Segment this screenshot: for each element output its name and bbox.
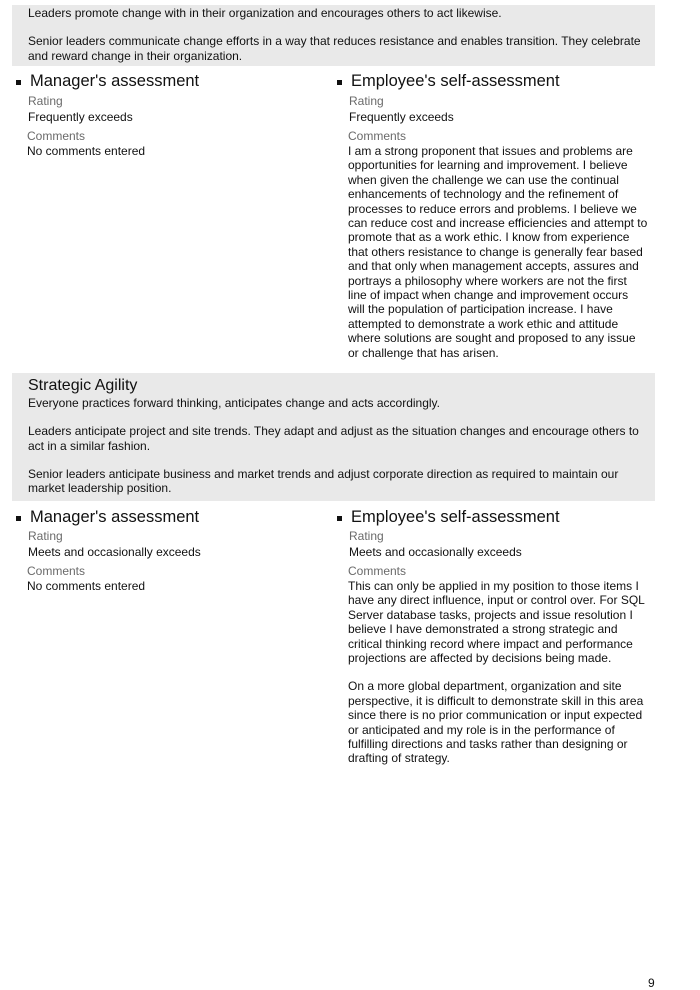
rating-label: Rating [349, 529, 384, 543]
employee-assessment-heading [335, 507, 645, 527]
comment-paragraph: On a more global department, organization and site perspective, it is difficult to demonstrate skill in this area since there is no prior communication or input expected or anticipated and my role is in the performance of fulfilling directions and tasks rather than designing or drafting of strategy. [348, 679, 644, 766]
rating-label: Rating [349, 94, 384, 108]
bullet-icon [16, 80, 21, 85]
comments-label: Comments [27, 129, 86, 143]
rating-value: Meets and occasionally exceeds [28, 545, 201, 559]
manager-assessment-heading [14, 71, 324, 91]
comment-paragraph: This can only be applied in my position to those items I have any direct influence, input or control over. For SQL Server database tasks, projects and issue resolution I believe I have demonstrated a strong strategic and critical thinking record where impact and performance projections are affected by decisions being made. [348, 579, 645, 666]
manager-assessment-section [14, 507, 324, 594]
employee-assessment-section [335, 507, 645, 780]
competency-paragraph: Leaders promote change with in their organization and encourages others to act likewise. [28, 6, 502, 20]
rating-label: Rating [28, 94, 63, 108]
heading-text: Manager's assessment [30, 508, 200, 526]
competency-paragraph: Everyone practices forward thinking, anticipates change and acts accordingly. [28, 396, 441, 410]
comments-value: No comments entered [27, 579, 146, 593]
manager-assessment-heading [14, 507, 324, 527]
bullet-icon [337, 516, 342, 521]
rating-value: Frequently exceeds [349, 110, 454, 124]
heading-text: Employee's self-assessment [351, 72, 560, 90]
bullet-icon [337, 80, 342, 85]
rating-label: Rating [28, 529, 63, 543]
comments-label: Comments [348, 129, 407, 143]
rating-value: Frequently exceeds [28, 110, 133, 124]
competency-paragraph: Senior leaders communicate change efforts in a way that reduces resistance and enables transition. They celebrate and reward change in their organization. [28, 34, 641, 63]
employee-assessment-heading [335, 71, 645, 91]
rating-value: Meets and occasionally exceeds [349, 545, 522, 559]
competency-description-box [12, 5, 655, 66]
employee-assessment-section [335, 71, 648, 374]
competency-paragraph: Senior leaders anticipate business and market trends and adjust corporate direction as required to maintain our market leadership position. [28, 466, 619, 496]
competency-description-box [12, 373, 655, 501]
competency-title: Strategic Agility [28, 377, 138, 394]
comments-value [348, 144, 648, 360]
comments-label: Comments [27, 564, 86, 578]
comment-paragraph: I am a strong proponent that issues and problems are opportunities for learning and improvement. I believe when given the challenge we can use the continual enhancements of technology and the refinement of processes to reduce errors and problems. I believe we can reduce cost and increase efficiencies and attempt to promote that as a work ethic. I know from experience that others resistance to change is generally fear based and that only when management accepts, assures and portrays a philosophy where workers are not the first line of impact when change and improvement occurs will the population of participation increase. I have attempted to demonstrate a work ethic and attitude where solutions are sought and proposed to any issue or challenge that has arisen. [348, 144, 648, 360]
comments-value: No comments entered [27, 144, 146, 158]
bullet-icon [16, 516, 21, 521]
comments-value [348, 579, 648, 766]
heading-text: Employee's self-assessment [351, 508, 560, 526]
heading-text: Manager's assessment [30, 72, 200, 90]
competency-paragraph: Leaders anticipate project and site trends. They adapt and adjust as the situation changes and encourage others to act in a similar fashion. [28, 424, 639, 453]
comments-label: Comments [348, 564, 407, 578]
manager-assessment-section [14, 71, 324, 159]
page-number: 9 [648, 976, 655, 990]
